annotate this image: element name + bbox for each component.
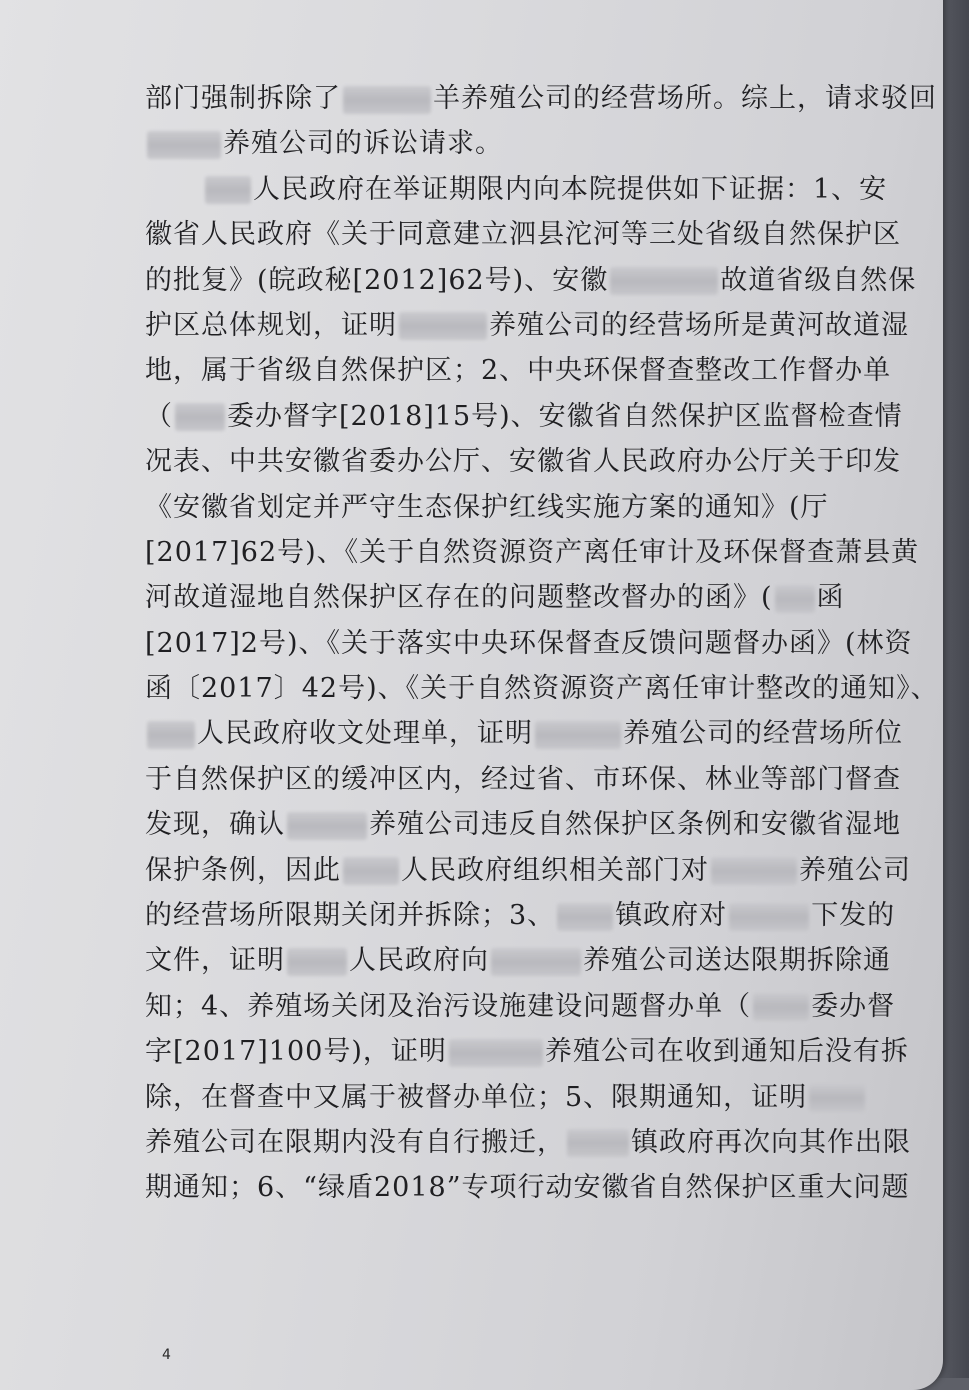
line-segment: 养殖公司在收到通知后没有拆	[544, 1036, 909, 1068]
line-segment: （	[145, 400, 173, 432]
text-line	[145, 1029, 935, 1074]
text-line	[145, 848, 935, 893]
line-segment: 字[2017]100号)，证明	[145, 1036, 447, 1068]
line-segment: 徽省人民政府《关于同意建立泗县沱河等三处省级自然保护区	[145, 219, 901, 251]
text-line	[145, 893, 935, 938]
redacted-name	[147, 131, 221, 159]
redacted-name	[809, 1084, 865, 1112]
text-line	[145, 802, 935, 847]
redacted-name	[175, 403, 225, 431]
redacted-name	[343, 86, 431, 114]
line-segment: 的批复》(皖政秘[2012]62号)、安徽	[145, 264, 609, 296]
redacted-name	[729, 903, 809, 931]
redacted-name	[147, 721, 195, 749]
line-segment: [2017]2号)、《关于落实中央环保督查反馈问题督办函》(林资	[145, 627, 913, 659]
line-segment: 期通知；6、“绿盾2018”专项行动安徽省自然保护区重大问题	[145, 1172, 910, 1204]
text-line	[145, 76, 935, 121]
line-segment: 养殖公司违反自然保护区条例和安徽省湿地	[369, 809, 901, 841]
line-segment: 人民政府向	[349, 945, 489, 977]
redacted-name	[567, 1129, 629, 1157]
line-segment: 部门强制拆除了	[145, 83, 341, 114]
line-segment: 养殖公司的经营场所是黄河故道湿	[489, 309, 909, 341]
line-segment: 羊养殖公司的经营场所。综上，请求驳回	[433, 83, 937, 114]
text-line	[145, 757, 935, 802]
line-segment: 函〔2017〕42号)、《关于自然资源资产离任审计整改的通知》、	[145, 673, 939, 705]
line-segment: 保护条例，因此	[145, 854, 341, 886]
redacted-name	[535, 721, 621, 749]
line-segment: 除，在督查中又属于被督办单位；5、限期通知，证明	[145, 1081, 808, 1113]
line-segment: 下发的	[811, 900, 896, 932]
line-segment: 河故道湿地自然保护区存在的问题整改督办的函》(	[145, 582, 773, 614]
redacted-name	[343, 857, 399, 885]
text-line	[145, 394, 935, 439]
text-line	[145, 121, 935, 166]
line-segment: 委办督字[2018]15号)、安徽省自然保护区监督检查情	[227, 400, 903, 432]
redacted-name	[287, 812, 367, 840]
line-segment: 《安徽省划定并严守生态保护红线实施方案的通知》(厅	[145, 491, 829, 523]
redacted-name	[399, 312, 487, 340]
text-line	[145, 303, 935, 348]
text-line	[145, 212, 935, 257]
text-line	[145, 666, 939, 711]
redacted-name	[557, 903, 613, 931]
document-body	[145, 76, 939, 1211]
line-segment: 人民政府组织相关部门对	[401, 854, 709, 886]
text-line	[145, 167, 935, 212]
line-segment: 人民政府收文处理单，证明	[197, 718, 533, 750]
redacted-name	[610, 267, 718, 295]
redacted-name	[449, 1039, 543, 1067]
line-segment: 委办督	[811, 990, 896, 1022]
redacted-name	[491, 948, 581, 976]
text-line	[145, 1075, 935, 1120]
line-segment: 况表、中共安徽省委办公厅、安徽省人民政府办公厅关于印发	[145, 446, 901, 478]
page-number: 4	[162, 1347, 171, 1363]
text-line	[145, 575, 935, 620]
text-line	[145, 348, 935, 393]
text-line	[145, 938, 935, 983]
text-line	[145, 530, 935, 575]
line-segment: 地，属于省级自然保护区；2、中央环保督查整改工作督办单	[145, 355, 892, 387]
text-line	[145, 711, 935, 756]
line-segment: 养殖公司的经营场所位	[623, 718, 903, 750]
line-segment: 的经营场所限期关闭并拆除；3、	[145, 900, 556, 932]
line-segment: 养殖公司送达限期拆除通	[583, 945, 891, 977]
line-segment: 人民政府在举证期限内向本院提供如下证据：1、安	[253, 173, 888, 205]
line-segment: 镇政府再次向其作出限	[631, 1126, 911, 1158]
line-segment: 镇政府对	[615, 900, 728, 932]
line-segment: 文件，证明	[145, 945, 285, 977]
text-line	[145, 485, 935, 530]
line-segment: 护区总体规划，证明	[145, 309, 397, 341]
line-segment: 故道省级自然保	[720, 264, 917, 296]
redacted-name	[775, 585, 815, 613]
line-segment: 养殖公司在限期内没有自行搬迁，	[145, 1126, 565, 1158]
text-line	[145, 1165, 935, 1210]
redacted-name	[753, 993, 809, 1021]
text-line	[145, 621, 935, 666]
text-line	[145, 984, 935, 1029]
text-line	[145, 439, 935, 484]
redacted-name	[205, 176, 251, 204]
line-segment: 函	[816, 582, 845, 614]
redacted-name	[287, 948, 347, 976]
line-segment: 养殖公司	[799, 854, 911, 886]
line-segment: [2017]62号)、《关于自然资源资产离任审计及环保督查萧县黄	[145, 536, 920, 568]
line-segment: 知；4、养殖场关闭及治污设施建设问题督办单（	[145, 990, 752, 1022]
line-segment: 于自然保护区的缓冲区内，经过省、市环保、林业等部门督查	[145, 763, 901, 795]
text-line	[145, 1120, 935, 1165]
line-segment: 发现，确认	[145, 809, 285, 841]
text-line	[145, 258, 935, 303]
redacted-name	[711, 857, 797, 885]
line-segment: 养殖公司的诉讼请求。	[223, 128, 503, 160]
